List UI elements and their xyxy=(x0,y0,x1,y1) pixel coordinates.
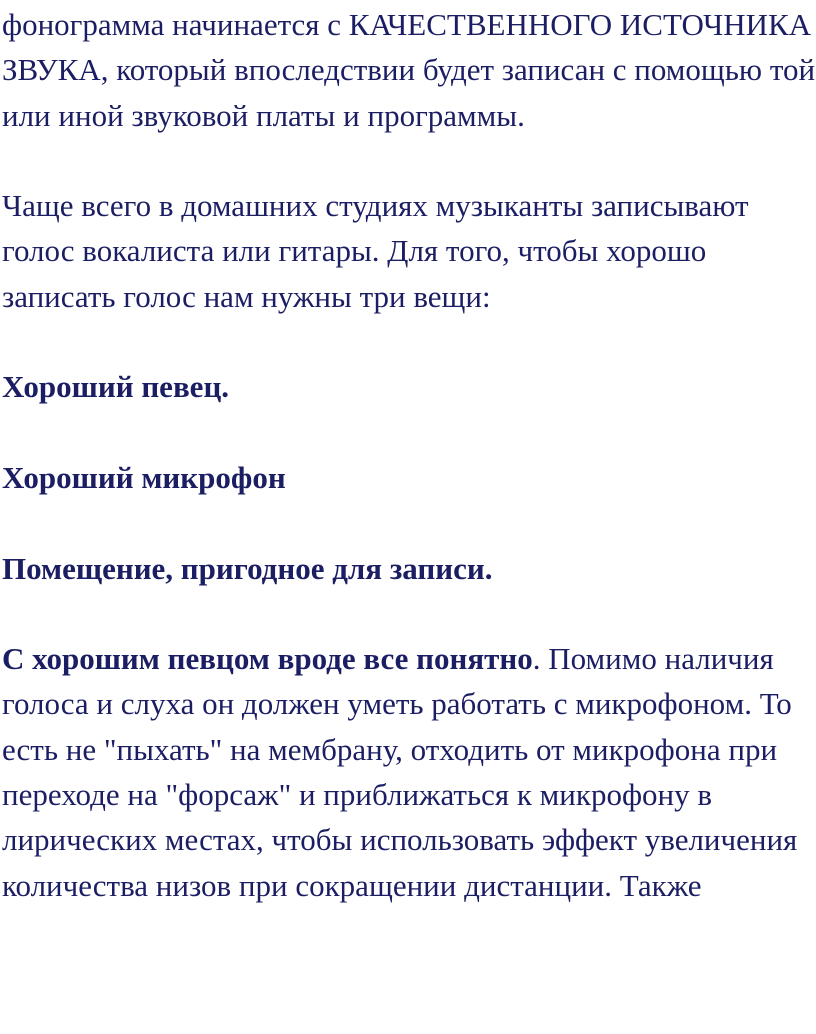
spacer xyxy=(2,591,816,636)
singer-paragraph xyxy=(2,636,816,908)
spacer xyxy=(2,138,816,183)
spacer xyxy=(2,410,816,455)
list-item-room: Помещение, пригодное для записи. xyxy=(2,550,493,586)
spacer xyxy=(2,319,816,364)
studio-paragraph: Чаще всего в домашних студиях музыканты записывают голос вокалиста или гитары. Для того, чтобы хорошо записать голос нам нужны три вещи: xyxy=(2,188,749,314)
list-item-microphone: Хороший микрофон xyxy=(2,459,286,495)
singer-paragraph-lead: С хорошим певцом вроде все понятно xyxy=(2,641,533,677)
spacer xyxy=(2,500,816,545)
singer-paragraph-body: . Помимо наличия голоса и слуха он должен уметь работать с микрофоном. То есть не "пыхать" на мембрану, отходить от микрофона при переходе на "форсаж" и приближаться к микрофону в лирических местах, чтобы использовать эффект увеличения количества низов при сокращении дистанции. Также xyxy=(2,641,798,903)
intro-paragraph: фонограмма начинается с КАЧЕСТВЕННОГО ИСТОЧНИКА ЗВУКА, который впоследствии будет записан с помощью той или иной звуковой платы и программы. xyxy=(2,7,816,133)
list-item-singer: Хороший певец. xyxy=(2,369,230,405)
